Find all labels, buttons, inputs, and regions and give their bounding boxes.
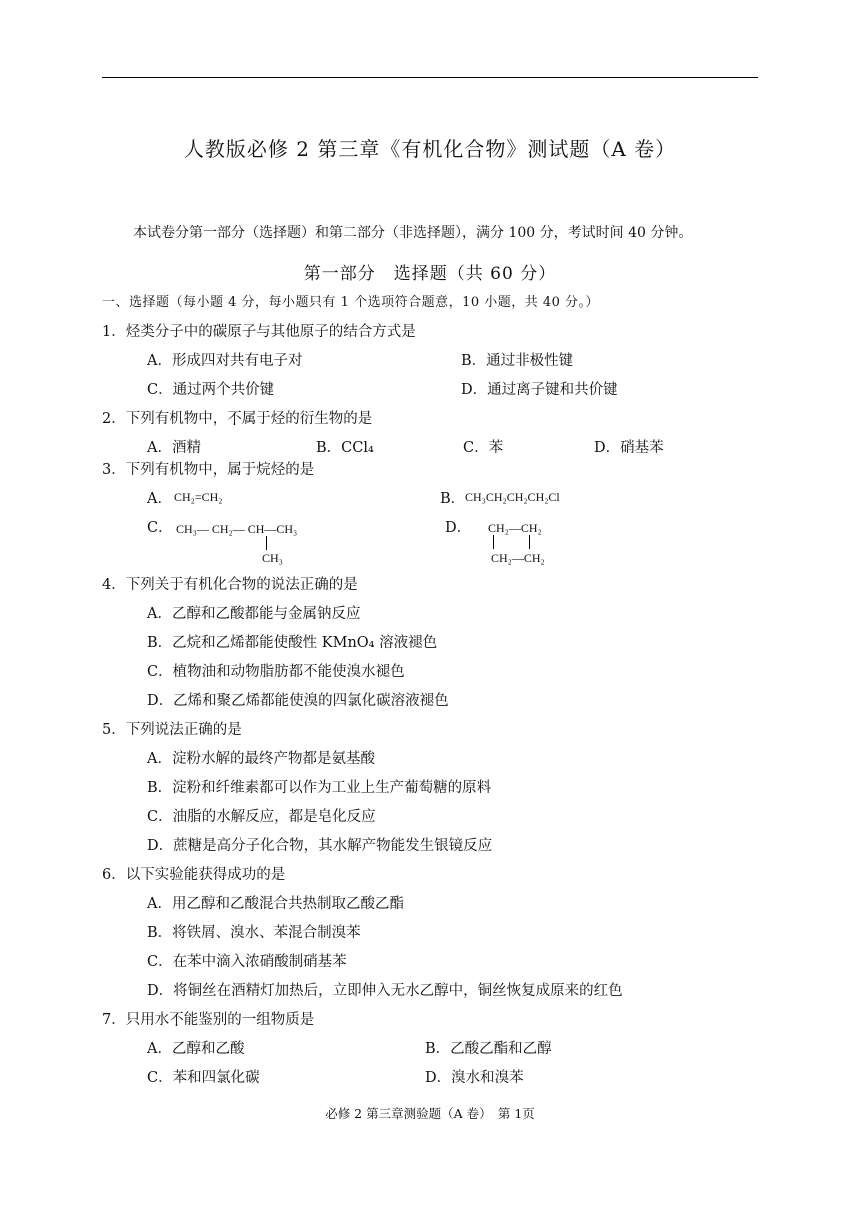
question-2-option-b: B．CCl₄ (316, 440, 374, 456)
question-3-formula-a: CH₂=CH₂ (174, 490, 223, 504)
question-7-option-c: C．苯和四氯化碳 (147, 1070, 260, 1086)
question-2-stem-pre: 2．下列有机物中， (102, 411, 228, 427)
question-5-option-b: B．淀粉和纤维素都可以作为工业上生产葡萄糖的原料 (147, 780, 492, 796)
question-1-option-b: B．通过非极性键 (461, 353, 574, 369)
page-title: 人教版必修 2 第三章《有机化合物》测试题（A 卷） (183, 137, 677, 161)
question-7-stem-post: 能鉴别的一组物质是 (183, 1012, 315, 1028)
question-2-stem-post: 属于烃的衍生物的是 (241, 411, 373, 427)
question-3-formula-d-bottom: CH₂—CH₂ (491, 551, 545, 565)
question-4-option-c: C．植物油和动物脂肪都不能使溴水褪色 (147, 664, 405, 680)
question-5-option-c: C．油脂的水解反应，都是皂化反应 (147, 809, 376, 825)
question-7-option-d: D．溴水和溴苯 (425, 1070, 524, 1086)
question-3-formula-d-top: CH₂—CH₂ (488, 521, 542, 535)
question-7-stem (102, 1008, 314, 1029)
question-2-stem (102, 407, 372, 428)
question-2-option-d: D．硝基苯 (594, 440, 664, 456)
question-4-option-d: D．乙烯和聚乙烯都能使溴的四氯化碳溶液褪色 (147, 693, 449, 709)
question-6-option-b: B．将铁屑、溴水、苯混合制溴苯 (147, 925, 361, 941)
top-rule (102, 77, 758, 78)
question-5-option-a: A．淀粉水解的最终产物都是氨基酸 (147, 751, 375, 767)
question-3-option-b: B． (440, 491, 466, 507)
question-6-option-c: C．在苯中滴入浓硝酸制硝基苯 (147, 954, 347, 970)
question-3-option-c: C． (147, 520, 173, 536)
question-7-stem-pre: 7．只用水 (102, 1012, 170, 1028)
question-2-option-a: A．酒精 (147, 440, 201, 456)
question-2-option-c: C．苯 (463, 440, 504, 456)
section1-instructions: 一、选择题（每小题 4 分，每小题只有 1 个选项符合题意，10 小题，共 40 分。） (102, 295, 600, 310)
question-3-formula-c-bond (266, 536, 267, 550)
question-3-stem: 3．下列有机物中，属于烷烃的是 (102, 462, 315, 478)
question-5-stem: 5．下列说法正确的是 (102, 722, 242, 738)
part1-heading: 第一部分 选择题（共 60 分） (303, 264, 557, 284)
question-3-formula-c-branch: CH₃ (262, 551, 283, 565)
question-1-stem: 1．烃类分子中的碳原子与其他原子的结合方式是 (102, 324, 416, 340)
question-1-option-a: A．形成四对共有电子对 (147, 353, 303, 369)
exam-intro: 本试卷分第一部分（选择题）和第二部分（非选择题），满分 100 分，考试时间 40 分钟。 (133, 225, 693, 241)
question-2-emphasis: 不 (227, 411, 242, 427)
question-7-option-b: B．乙酸乙酯和乙醇 (425, 1041, 552, 1057)
question-1-option-c: C．通过两个共价键 (147, 382, 275, 398)
page-footer: 必修 2 第三章测验题（A 卷） 第 1页 (325, 1106, 535, 1121)
question-3-formula-c-main: CH₃— CH₂— CH—CH₃ (176, 522, 298, 536)
question-4-option-b: B．乙烷和乙烯都能使酸性 KMnO₄ 溶液褪色 (147, 635, 438, 651)
question-4-stem: 4．下列关于有机化合物的说法正确的是 (102, 577, 358, 593)
question-3-formula-d-bond-right (529, 535, 530, 549)
question-5-option-d: D．蔗糖是高分子化合物，其水解产物能发生银镜反应 (147, 838, 493, 854)
question-6-option-d: D．将铜丝在酒精灯加热后，立即伸入无水乙醇中，铜丝恢复成原来的红色 (147, 983, 623, 999)
question-3-formula-d-bond-left (493, 535, 494, 549)
question-3-option-d: D． (445, 520, 472, 536)
question-4-option-a: A．乙醇和乙酸都能与金属钠反应 (147, 606, 361, 622)
question-7-option-a: A．乙醇和乙酸 (147, 1041, 245, 1057)
question-6-option-a: A．用乙醇和乙酸混合共热制取乙酸乙酯 (147, 896, 404, 912)
question-1-option-d: D．通过离子键和共价键 (461, 382, 618, 398)
question-7-emphasis: 不 (169, 1012, 184, 1028)
question-3-option-a: A． (147, 491, 172, 507)
question-3-formula-b: CH₃CH₂CH₂CH₂Cl (465, 490, 560, 504)
question-6-stem: 6．以下实验能获得成功的是 (102, 867, 286, 883)
